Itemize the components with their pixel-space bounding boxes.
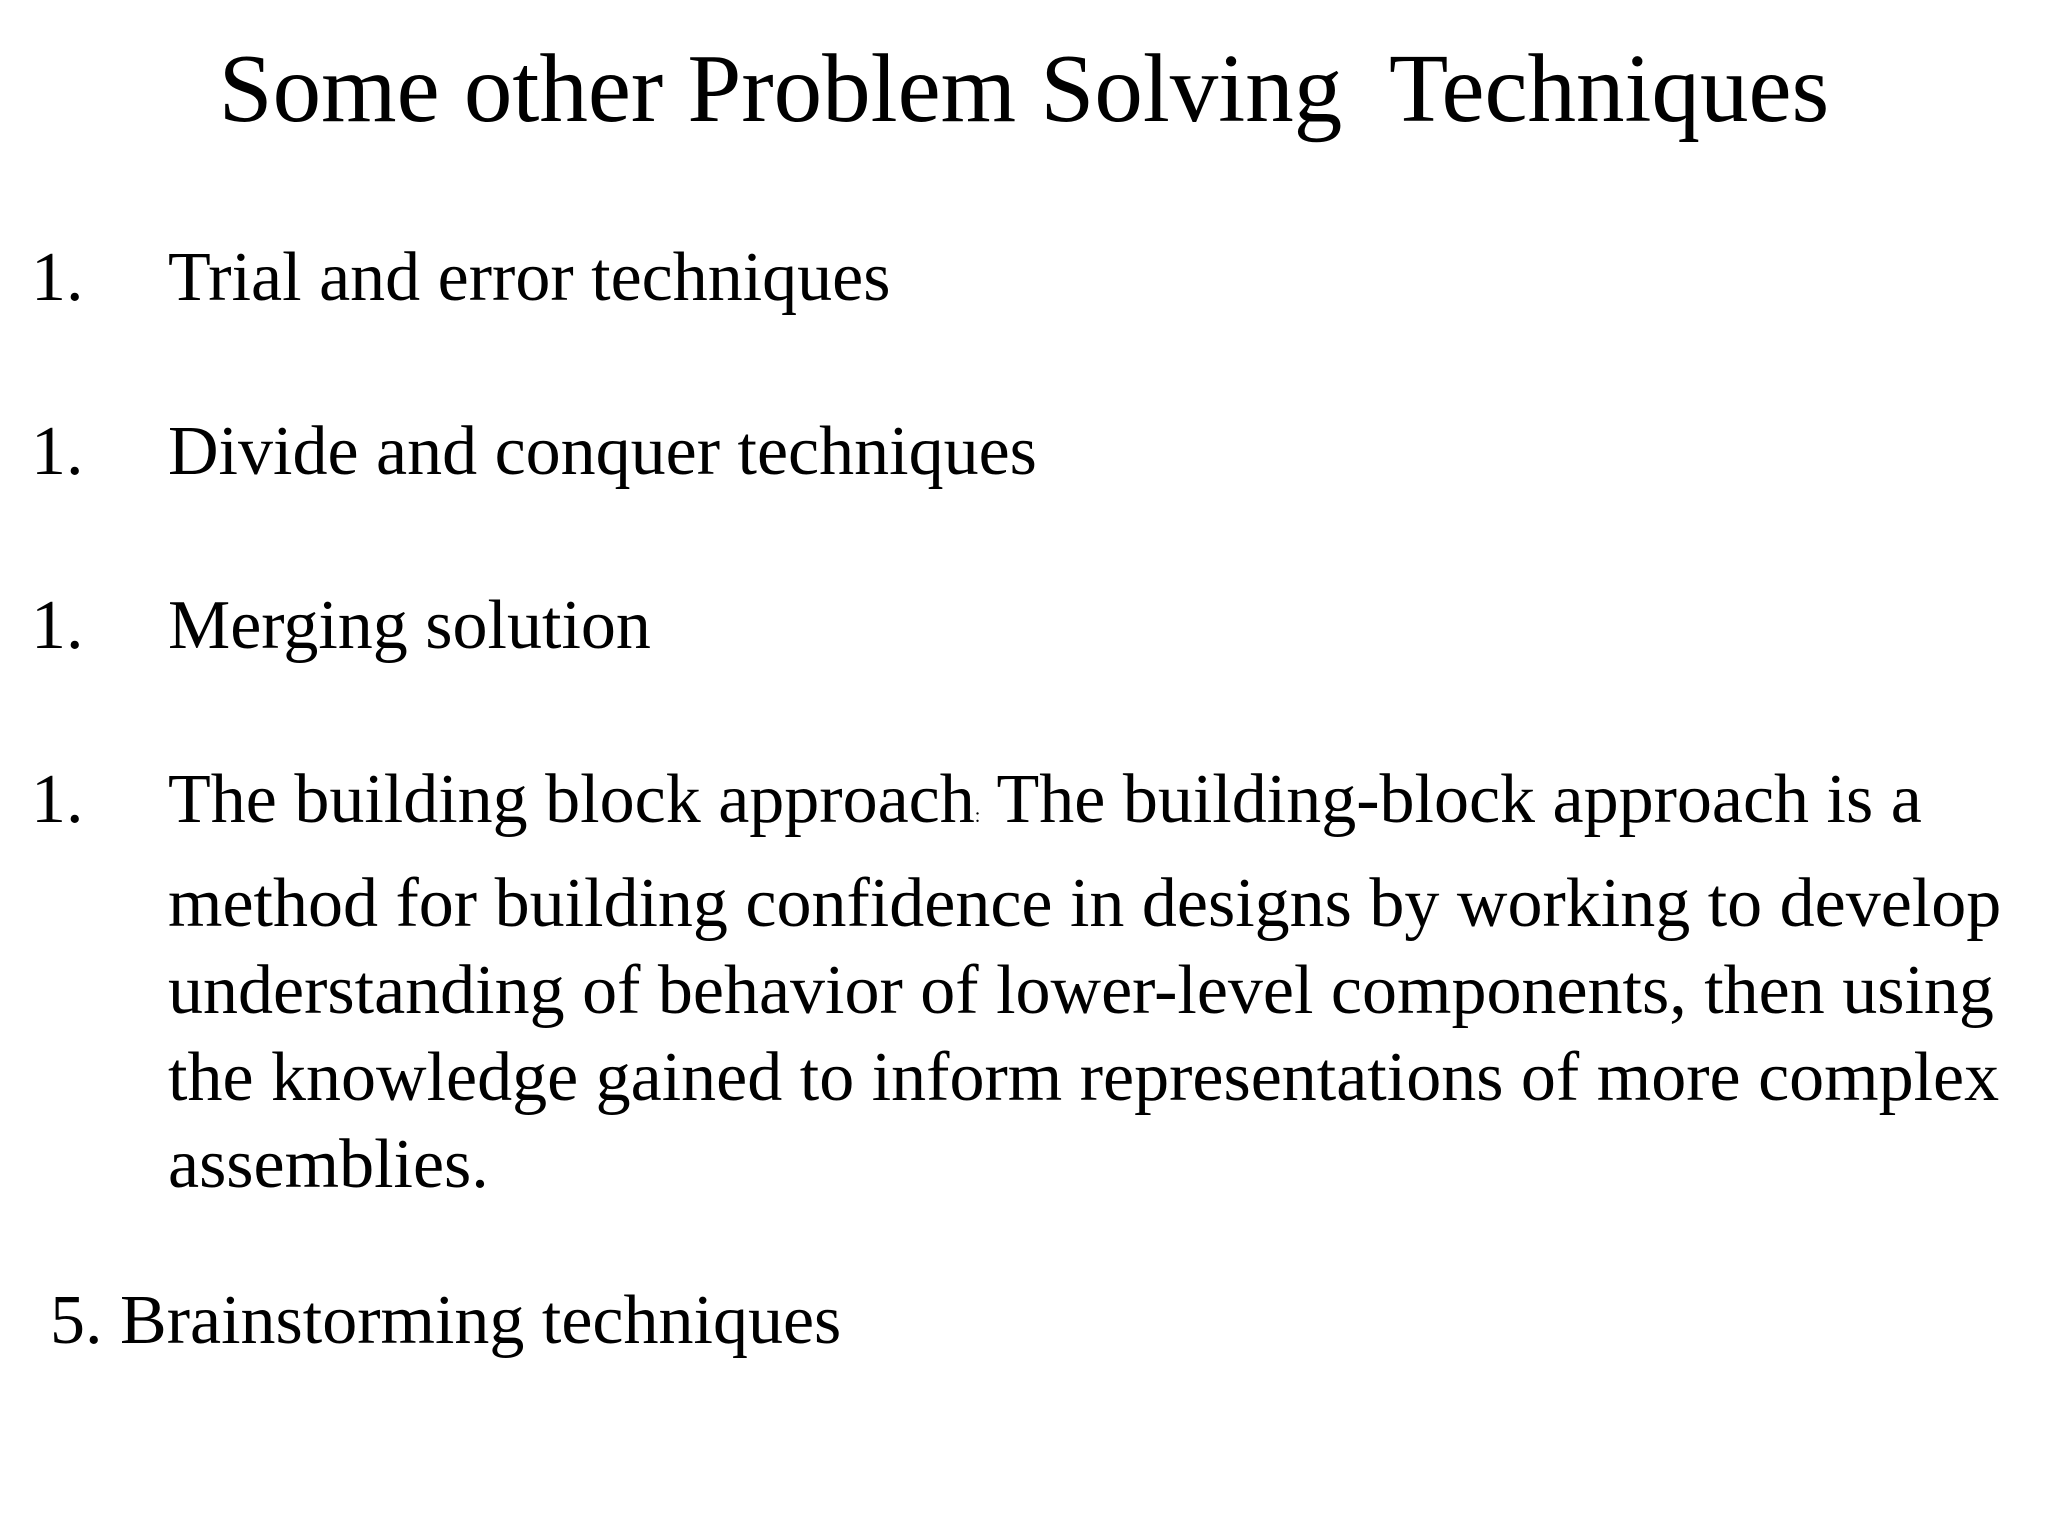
list-item-text: Merging solution	[168, 587, 651, 664]
paragraph-line-4: the knowledge gained to inform representations of more complex	[168, 1039, 2000, 1116]
list-item-text: Trial and error techniques	[168, 239, 891, 316]
list-item-number: 1.	[31, 239, 84, 316]
list-item-brainstorming: 5. Brainstorming techniques	[50, 1282, 842, 1359]
list-item-number: 1.	[31, 587, 84, 664]
item-description-start: The building-block approach is a	[996, 761, 1922, 838]
list-item-number: 1.	[31, 413, 84, 490]
list-item-text: Divide and conquer techniques	[168, 413, 1037, 490]
item-separator: :	[974, 805, 981, 827]
paragraph-line-2: method for building confidence in designs by working to develop	[168, 865, 2002, 942]
slide-title: Some other Problem Solving Techniques	[218, 35, 1830, 142]
list-item-number: 1.	[31, 761, 84, 838]
paragraph-line-5: assemblies.	[168, 1126, 489, 1203]
paragraph-line-1	[168, 756, 2048, 860]
item-heading: The building block approach	[168, 761, 975, 838]
list-item-text	[168, 756, 2048, 1208]
paragraph-line-3: understanding of behavior of lower-level components, then using	[168, 952, 1994, 1029]
